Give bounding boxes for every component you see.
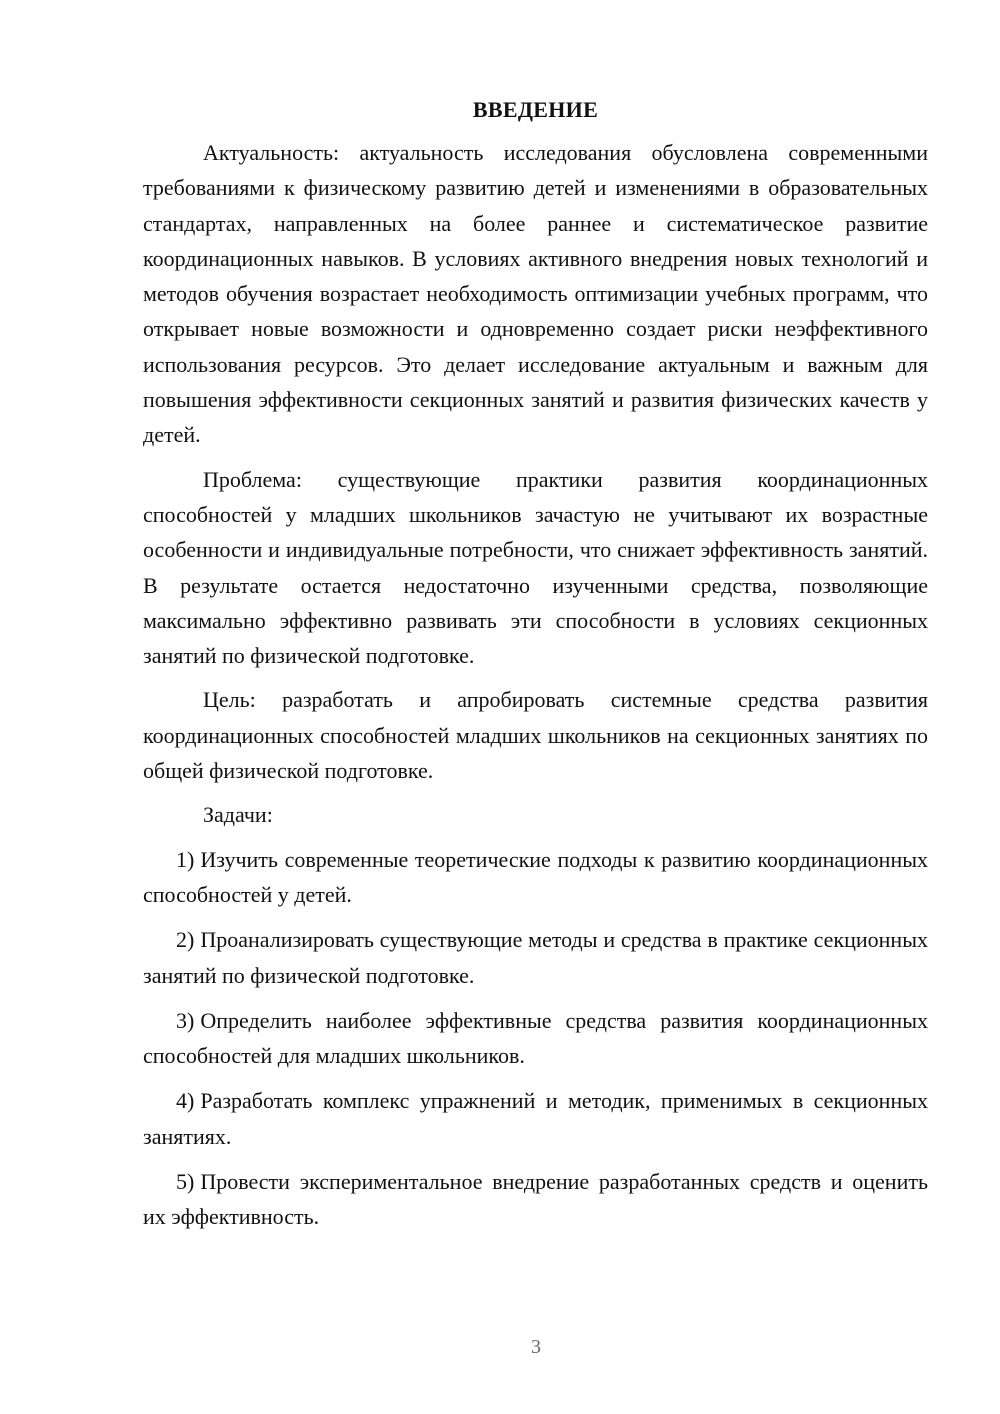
- paragraph-problem: Проблема: существующие практики развития координационных способностей у младших школьников зачастую не учитывают их возрастные особенности и индивидуальные потребности, что снижает эффективность занятий. В результате остается недостаточно изученными средства, позволяющие максимально эффективно развивать эти способности в условиях секционных занятий по физической подготовке.: [143, 466, 928, 669]
- paragraph-goal: Цель: разработать и апробировать системные средства развития координационных способностей младших школьников на секционных занятиях по общей физической подготовке.: [143, 687, 928, 784]
- task-item-3: [143, 1003, 928, 1074]
- task-number: 5): [176, 1169, 195, 1195]
- task-number: 4): [176, 1088, 195, 1114]
- task-text: Разработать комплекс упражнений и методик, применимых в секционных занятиях.: [143, 1088, 928, 1149]
- page-number: 3: [531, 1336, 541, 1358]
- task-item-5: [143, 1164, 928, 1235]
- task-item-1: [143, 842, 928, 913]
- page-content: [143, 94, 928, 1245]
- task-text: Определить наиболее эффективные средства развития координационных способностей для младших школьников.: [143, 1007, 928, 1069]
- task-item-4: [143, 1083, 928, 1154]
- section-title: ВВЕДЕНИЕ: [472, 97, 599, 122]
- task-text: Изучить современные теоретические подходы к развитию координационных способностей у детей.: [143, 846, 928, 907]
- task-text: Проанализировать существующие методы и средства в практике секционных занятий по физической подготовке.: [143, 927, 928, 988]
- tasks-label: Задачи:: [203, 802, 273, 828]
- task-number: 1): [176, 846, 195, 872]
- task-number: 2): [176, 927, 195, 953]
- paragraph-relevance: Актуальность: актуальность исследования обусловлена современными требованиями к физическому развитию детей и изменениями в образовательных стандартах, направленных на более раннее и систематическое развитие координационных навыков. В условиях активного внедрения новых технологий и методов обучения возрастает необходимость оптимизации учебных программ, что открывает новые возможности и одновременно создает риски неэффективного использования ресурсов. Это делает исследование актуальным и важным для повышения эффективности секционных занятий и развития физических качеств у детей.: [143, 140, 928, 448]
- task-item-2: [143, 922, 928, 993]
- task-number: 3): [176, 1007, 195, 1033]
- task-text: Провести экспериментальное внедрение разработанных средств и оценить их эффективность.: [143, 1169, 928, 1230]
